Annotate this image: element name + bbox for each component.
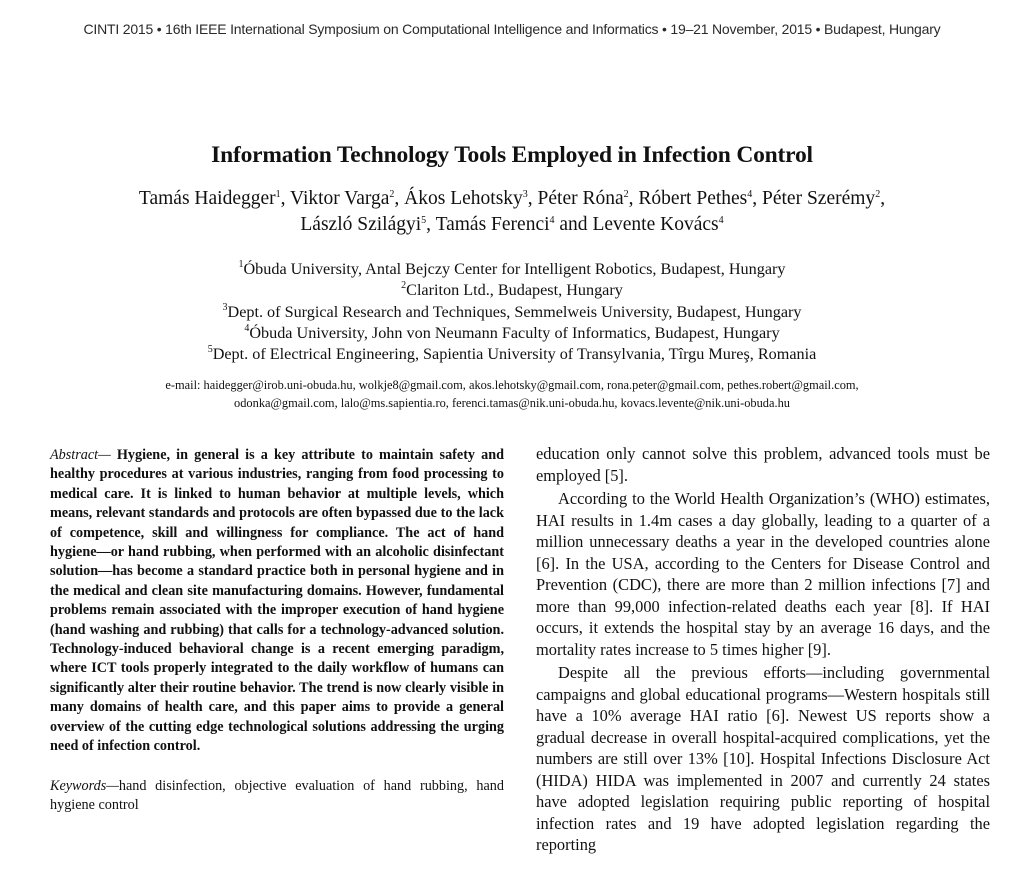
author-separator: and: [554, 214, 593, 235]
keywords-body: hand disinfection, objective evaluation of hand rubbing, hand hygiene control: [50, 777, 504, 813]
left-column: [50, 446, 504, 815]
paper-title: Information Technology Tools Employed in Infection Control: [211, 142, 813, 168]
author-affiliation-mark: 2: [623, 189, 629, 200]
body-paragraph: education only cannot solve this problem, advanced tools must be employed [5].: [536, 444, 990, 485]
author-name: Tamás Ferenci: [435, 214, 550, 235]
running-header: CINTI 2015 • 16th IEEE International Symposium on Computational Intelligence and Informatics • 19–21 November, 2015 • Budapest, Hungary: [83, 21, 941, 37]
abstract: [50, 446, 504, 757]
author-affiliation-mark: 3: [522, 189, 528, 200]
author-name: Tamás Haidegger: [138, 188, 276, 209]
author-name: László Szilágyi: [300, 214, 422, 235]
right-column: [536, 443, 990, 856]
affiliation: [0, 323, 1024, 344]
author-name: Viktor Varga: [290, 188, 390, 209]
affiliation-text: Dept. of Surgical Research and Techniques, Semmelweis University, Budapest, Hungary: [227, 302, 802, 321]
author-name: Róbert Pethes: [638, 188, 748, 209]
author-affiliation-mark: 4: [549, 215, 555, 226]
affiliation-text: Clariton Ltd., Budapest, Hungary: [406, 281, 623, 300]
author-line-1: [0, 186, 1024, 212]
author-name: Ákos Lehotsky: [404, 188, 523, 209]
author-list: [0, 186, 1024, 238]
body-paragraph: Despite all the previous efforts—including governmental campaigns and global educational programs—Western hospitals still have a 10% average HAI ratio [6]. Newest US reports show a gradual decrease in overall hospital-acquired complications, yet the numbers are still over 13% [10]. Hospital Infections Disclosure Act (HIDA) HIDA was implemented in 2007 and currently 24 states have adopted legislation requiring public reporting of hospital infection rates and 19 have adopted legislation regarding the reporting: [536, 663, 990, 854]
author-affiliation-mark: 5: [421, 215, 427, 226]
author-affiliation-mark: 4: [747, 189, 753, 200]
affiliation-number: 1: [238, 259, 244, 270]
affiliation: [0, 344, 1024, 365]
email-list: [0, 377, 1024, 412]
email-line: odonka@gmail.com, lalo@ms.sapientia.ro, ferenci.tamas@nik.uni-obuda.hu, kovacs.levente@nik.uni-obuda.hu: [234, 395, 790, 410]
author-name: Péter Róna: [537, 188, 624, 209]
abstract-body: Hygiene, in general is a key attribute to maintain safety and healthy procedures at various industries, ranging from food processing to medical care. It is linked to human behavior at multiple levels, which means, relevant standards and protocols are often bypassed due to the lack of competence, skill and willingness for compliance. The act of hand hygiene—or hand rubbing, when performed with an alcoholic disinfectant solution—has become a standard practice both in personal hygiene and in the medical and clean site manufacturing domains. However, fundamental problems remain associated with the improper execution of hand hygiene (hand washing and rubbing) that calls for a technology-advanced solution. Technology-induced behavioral change is a recent emerging paradigm, where ICT tools properly integrated to the daily workflow of humans can significantly alter their routine behavior. The trend is now clearly visible in many domains of health care, and this paper aims to provide a general overview of the cutting edge technological solutions addressing the urging need of infection control.: [50, 447, 505, 755]
author-separator: ,: [527, 188, 538, 209]
author-affiliation-mark: 4: [718, 215, 724, 226]
affiliation: [0, 259, 1024, 280]
affiliation-text: Dept. of Electrical Engineering, Sapientia University of Transylvania, Tîrgu Mureş, Romania: [212, 345, 817, 364]
email-line: e-mail: haidegger@irob.uni-obuda.hu, wolkje8@gmail.com, akos.lehotsky@gmail.com, rona.peter@gmail.com, pethes.robert@gmail.com,: [165, 378, 859, 392]
affiliation-text: Óbuda University, Antal Bejczy Center for Intelligent Robotics, Budapest, Hungary: [243, 260, 786, 278]
author-separator: ,: [394, 188, 405, 209]
body-paragraph: According to the World Health Organization’s (WHO) estimates, HAI results in 1.4m cases a day globally, leading to a quarter of a million unnecessary deaths a year in the developed countries alone [6]. In the USA, according to the Centers for Disease Control and Prevention (CDC), there are more than 2 million infections [7] and more than 99,000 infection-related deaths each year [8]. If HAI occurs, it extends the hospital stay by an average 16 days, and the mortality rates increase to 5 times higher [9].: [536, 489, 990, 659]
author-separator: ,: [880, 188, 886, 209]
author-separator: ,: [426, 214, 436, 235]
author-separator: ,: [280, 188, 291, 209]
abstract-label: Abstract—: [50, 447, 111, 463]
affiliation-number: 4: [244, 322, 250, 334]
author-affiliation-mark: 1: [275, 189, 281, 200]
affiliation-number: 3: [222, 301, 228, 313]
keywords-label: Keywords—: [50, 777, 119, 794]
keywords: [50, 777, 504, 816]
author-affiliation-mark: 2: [875, 189, 881, 200]
author-name: Levente Kovács: [592, 214, 719, 235]
affiliation-text: Óbuda University, John von Neumann Faculty of Informatics, Budapest, Hungary: [249, 323, 780, 342]
affiliation: [0, 280, 1024, 301]
author-name: Péter Szerémy: [762, 188, 876, 209]
author-line-2: [0, 212, 1024, 238]
author-separator: ,: [628, 188, 639, 209]
affiliation-number: 2: [401, 280, 407, 292]
affiliation-number: 5: [207, 344, 213, 356]
affiliation: [0, 302, 1024, 323]
author-affiliation-mark: 2: [389, 189, 395, 200]
affiliation-list: [0, 259, 1024, 365]
author-separator: ,: [752, 188, 763, 209]
